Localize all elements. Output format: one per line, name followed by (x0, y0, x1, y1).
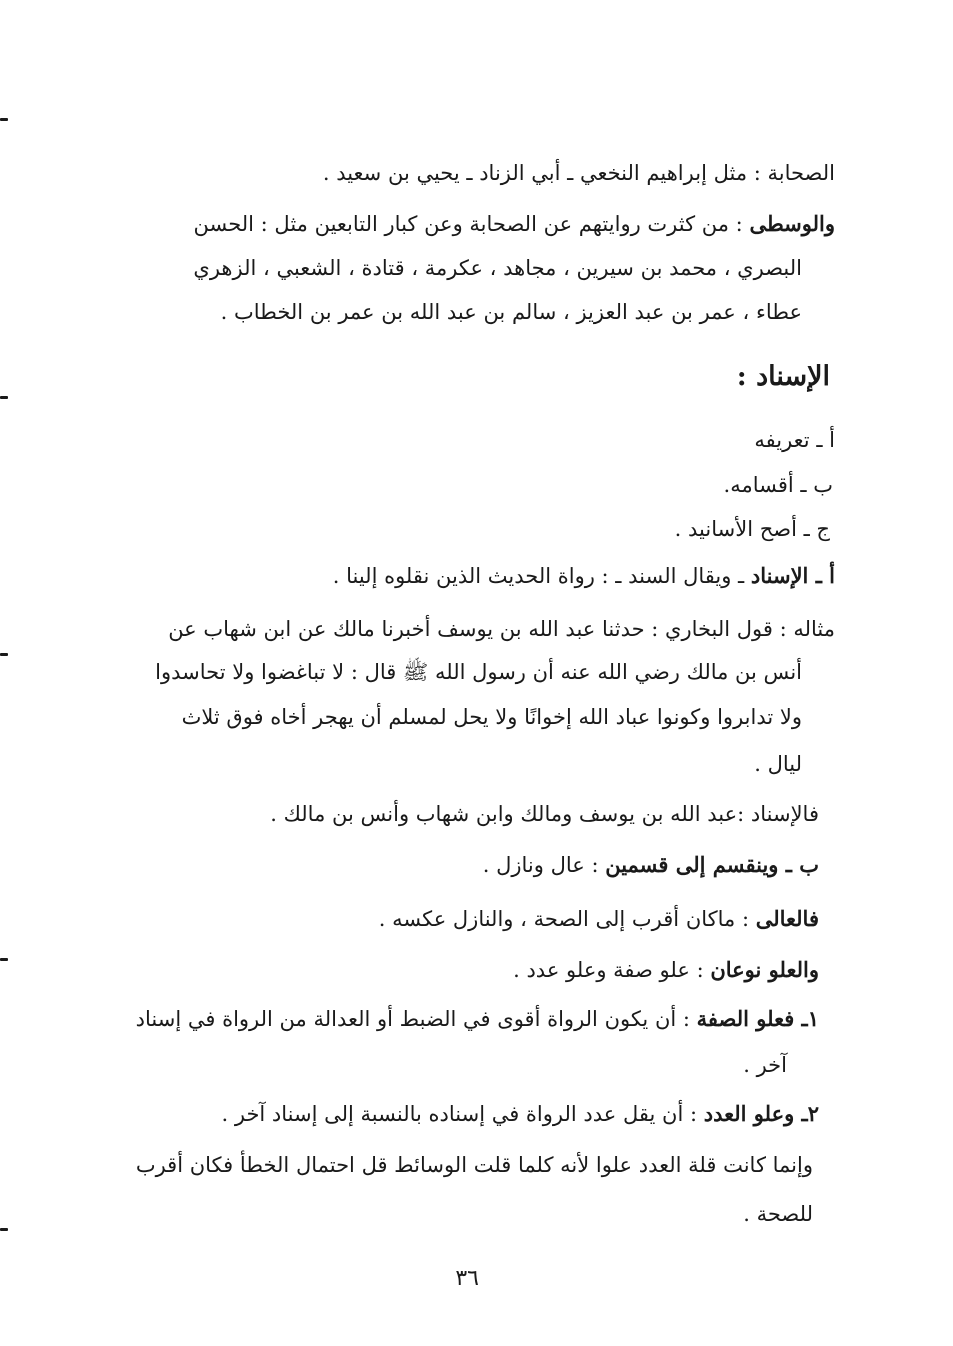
line-text: للصحة . (743, 1202, 813, 1226)
text-line-example-3 (182, 702, 802, 732)
list-item-b (724, 470, 833, 500)
line-text: عطاء ، عمر بن عبد العزيز ، سالم بن عبد الله بن عمر بن الخطاب . (220, 300, 802, 324)
line-text: ولا تدابروا وكونوا عباد الله إخوانًا ولا يحل لمسلم أن يهجر أخاه فوق ثلاث (181, 705, 802, 729)
line-text: مثاله : قول البخاري : حدثنا عبد الله بن يوسف أخبرنا مالك عن ابن شهاب عن (168, 617, 835, 641)
line-text: ليال . (754, 752, 802, 776)
page-number-text: ٣٦ (455, 1266, 479, 1291)
text-line-high (379, 904, 819, 934)
text-line-example-1 (168, 614, 835, 644)
text-line-companions (323, 158, 835, 188)
text-line-names-1 (193, 253, 802, 283)
text-line-definition (333, 561, 835, 591)
line-text: فالإسناد :عبد الله بن يوسف ومالك وابن شهاب وأنس بن مالك . (270, 802, 819, 826)
page-number (455, 1265, 479, 1293)
text-line-type-1 (136, 1004, 819, 1034)
text-line-names-2 (221, 297, 802, 327)
term-label: ١ـ فعلو الصفة (696, 1006, 819, 1031)
line-text: : أن يقل عدد الرواة في إسناده بالنسبة إلى إسناد آخر . (221, 1102, 704, 1126)
line-text: : ماكان أقرب إلى الصحة ، والنازل عكسه . (378, 907, 756, 931)
text-line-type-1-cont (743, 1050, 787, 1080)
section-heading (737, 360, 830, 394)
text-line-example-2 (155, 657, 802, 687)
text-line-conclusion-1 (136, 1150, 813, 1180)
line-text: أ ـ تعريفه (754, 428, 835, 452)
line-text: آخر . (743, 1053, 787, 1077)
line-text: ب ـ أقسامه. (723, 473, 833, 497)
margin-mark (0, 1228, 8, 1231)
line-text: : أن يكون الرواة أقوى في الضبط أو العدالة من الرواة في إسناد (135, 1007, 697, 1031)
margin-mark (0, 396, 8, 399)
term-label: والعلو نوعان (710, 957, 819, 982)
text-line-isnad (270, 799, 819, 829)
line-text: وإنما كانت قلة العدد علوا لأنه كلما قلت الوسائط قل احتمال الخطأ فكان أقرب (135, 1153, 813, 1177)
margin-mark (0, 653, 8, 656)
text-line-types (513, 955, 819, 985)
text-line-conclusion-2 (743, 1199, 813, 1229)
line-text: أنس بن مالك رضي الله عنه أن رسول الله ﷺ قال : لا تباغضوا ولا تحاسدوا (155, 660, 802, 684)
list-item-c (675, 514, 830, 544)
heading-text: الإسناد : (736, 361, 830, 392)
line-text: ج ـ أصح الأسانيد . (674, 517, 830, 541)
text-line-type-2 (222, 1099, 820, 1129)
line-text: ـ ويقال السند ـ : رواة الحديث الذين نقلوه إلينا . (332, 564, 751, 588)
term-label: والوسطى (749, 211, 835, 236)
term-label: فالعالى (755, 906, 819, 931)
term-label: ٢ـ وعلو العدد (703, 1101, 819, 1126)
text-line-example-4 (754, 749, 802, 779)
term-label: أ ـ الإسناد (750, 563, 835, 588)
line-text: : عال ونازل . (482, 853, 606, 877)
text-line-division (483, 850, 819, 880)
term-label: ب ـ وينقسم إلى قسمين (605, 852, 819, 877)
line-text: : من كثرت روايتهم عن الصحابة وعن كبار التابعين مثل : الحسن (193, 212, 750, 236)
margin-mark (0, 118, 8, 121)
margin-mark (0, 958, 8, 961)
line-text: : علو صفة وعلو عدد . (513, 958, 711, 982)
line-text: الصحابة : مثل إبراهيم النخعي ـ أبي الزناد ـ يحيي بن سعيد . (322, 161, 835, 185)
line-text: البصري ، محمد بن سيرين ، مجاهد ، عكرمة ، قتادة ، الشعبي ، الزهري (193, 256, 802, 280)
list-item-a (754, 425, 835, 455)
text-line-middle (193, 209, 835, 239)
